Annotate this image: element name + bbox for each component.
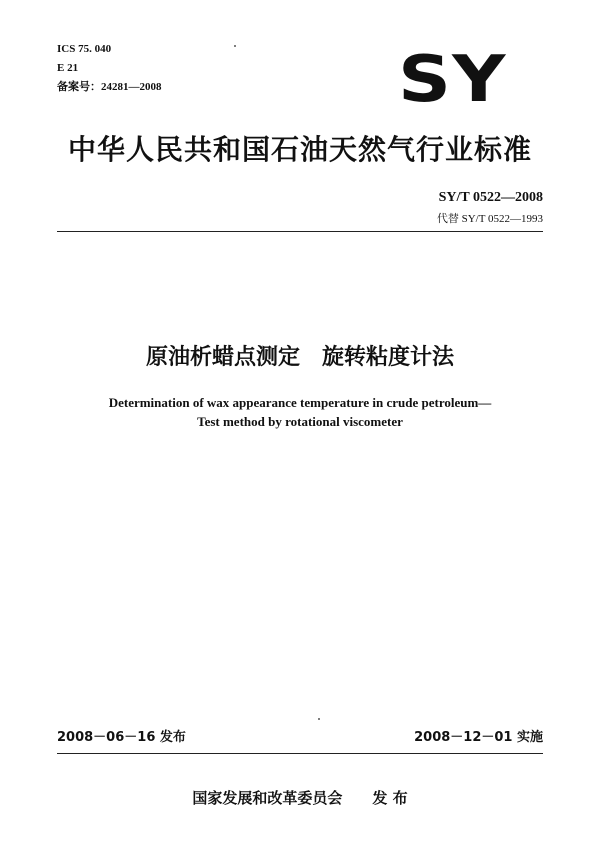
implementation-date: 2008－12－01 实施: [414, 730, 543, 745]
filing-number: 备案号：24281—2008: [57, 81, 162, 93]
standard-metadata: [57, 40, 162, 97]
classification-code: E 21: [57, 62, 79, 74]
organization-title: 中华人民共和国石油天然气行业标准: [67, 133, 532, 166]
sy-logo: SY: [398, 43, 507, 117]
bottom-divider: [57, 753, 543, 754]
top-divider: [57, 231, 543, 232]
english-title-line-1: Determination of wax appearance temperature in crude petroleum—: [108, 395, 492, 410]
standard-number: SY/T 0522—2008: [438, 190, 543, 205]
replaces-standard: 代替 SY/T 0522—1993: [436, 213, 543, 225]
scan-speck: [234, 45, 236, 47]
scan-speck: [318, 718, 320, 720]
english-title-line-2: Test method by rotational viscometer: [197, 414, 403, 429]
chinese-title: 原油析蜡点测定 旋转粘度计法: [145, 345, 454, 370]
issue-date: 2008－06－16 发布: [57, 730, 186, 745]
issuing-authority: 国家发展和改革委员会 发 布: [192, 789, 408, 807]
ics-code: ICS 75. 040: [57, 43, 112, 55]
